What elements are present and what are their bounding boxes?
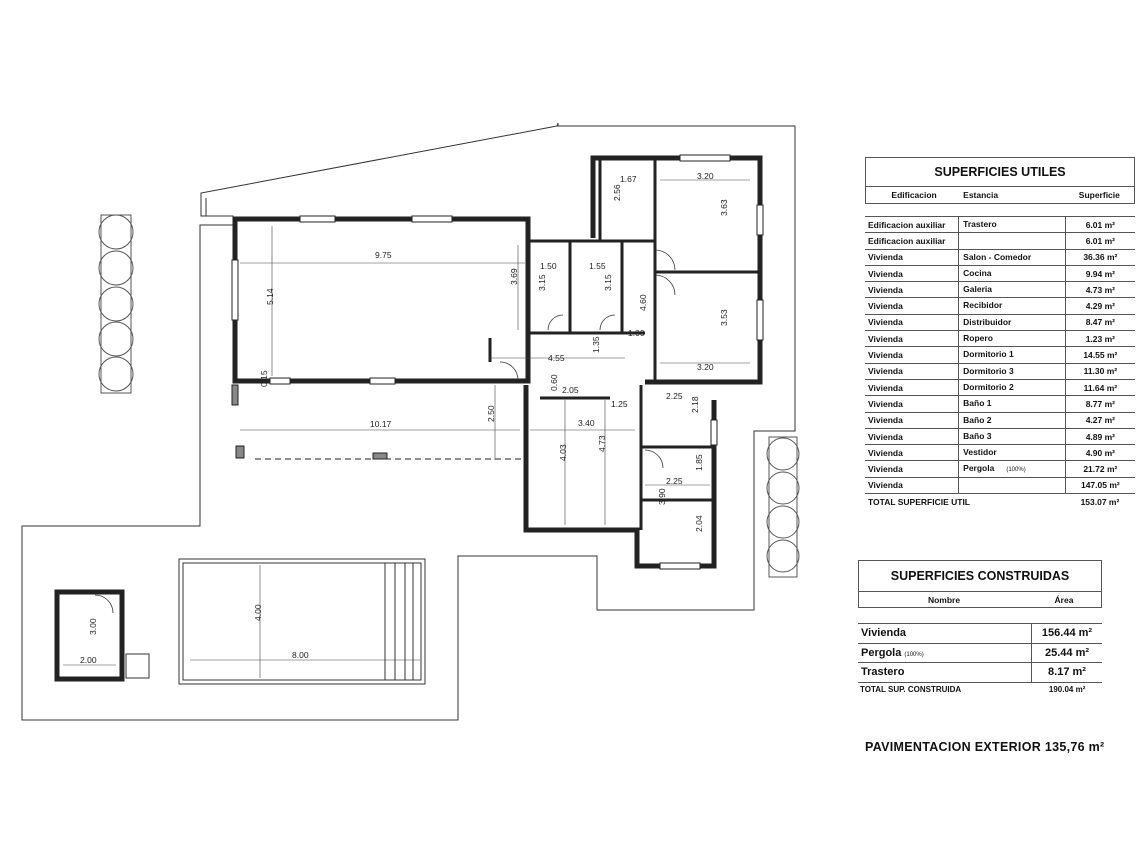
- cell-edificacion: Vivienda: [868, 268, 903, 279]
- dimension-label: 3.53: [719, 309, 729, 326]
- cell-edificacion: Vivienda: [868, 284, 903, 295]
- cell-estancia-text: Galeria: [963, 284, 992, 295]
- dimension-label: 4.03: [558, 444, 568, 461]
- tree: [99, 322, 133, 356]
- construidas-title: SUPERFICIES CONSTRUIDAS: [858, 560, 1102, 592]
- cell-estancia-text: Trastero: [963, 219, 997, 229]
- cell-superficie: 8.47 m²: [1085, 317, 1115, 328]
- cell-edificacion: Vivienda: [868, 317, 903, 328]
- tree: [767, 506, 799, 538]
- cell-estancia: [958, 396, 1066, 411]
- tree: [767, 540, 799, 572]
- cell-edificacion: Vivienda: [868, 333, 903, 344]
- dimension-label: 3.69: [509, 268, 519, 285]
- dimension-label: 2.25: [666, 476, 683, 486]
- cell-estancia-text: Cocina: [963, 267, 992, 278]
- table-row: [865, 460, 1135, 476]
- tree: [767, 472, 799, 504]
- dimension-label: 2.04: [694, 515, 704, 532]
- pergola-post: [373, 453, 387, 459]
- dimension-label: 2.18: [690, 396, 700, 413]
- dimension-label: 3.15: [537, 274, 547, 291]
- dimension-label: 1.25: [611, 399, 628, 409]
- header-estancia: Estancia: [963, 190, 999, 200]
- tree: [99, 251, 133, 285]
- window: [757, 205, 763, 235]
- tree: [767, 438, 799, 470]
- cell-estancia: [958, 429, 1066, 444]
- cell-edificacion: Vivienda: [868, 252, 903, 263]
- utiles-total-value: 153.07 m²: [1080, 496, 1120, 507]
- cell-area: 25.44 m²: [1044, 646, 1090, 659]
- planter: [769, 437, 797, 577]
- superficies-utiles-table: [865, 157, 1140, 509]
- window: [660, 563, 700, 569]
- cell-estancia: [958, 380, 1066, 395]
- cell-estancia: [958, 217, 1066, 232]
- cell-superficie: 14.55 m²: [1083, 350, 1118, 361]
- window: [270, 378, 290, 384]
- table-row: [865, 346, 1135, 362]
- dimension-label: 3.63: [719, 199, 729, 216]
- cell-estancia: [958, 347, 1066, 362]
- dimension-label: 0.60: [549, 374, 559, 391]
- cell-estancia-text: Salon - Comedor: [963, 251, 1032, 262]
- cell-edificacion: Vivienda: [868, 480, 903, 491]
- cell-estancia-text: Distribuidor: [963, 316, 1012, 327]
- cell-estancia: [958, 298, 1066, 313]
- table-row: [865, 297, 1135, 313]
- cell-superficie: 8.77 m²: [1085, 398, 1115, 409]
- cell-superficie: 4.73 m²: [1085, 284, 1115, 295]
- utiles-header-row: [865, 187, 1135, 204]
- table-row: [865, 477, 1135, 494]
- construidas-total-row: [858, 683, 1102, 697]
- dimension-label: 1.00: [628, 328, 645, 338]
- dimension-label: 3.40: [578, 418, 595, 428]
- cell-estancia-tag: (100%): [1006, 467, 1026, 474]
- table-row: [865, 412, 1135, 428]
- dimension-label: 1.67: [620, 174, 637, 184]
- door: [655, 250, 675, 270]
- window: [412, 216, 452, 222]
- cell-area: 8.17 m²: [1048, 666, 1086, 679]
- table-row: [865, 363, 1135, 379]
- table-row: [865, 395, 1135, 411]
- cell-nombre-text: Trastero: [861, 666, 905, 678]
- dimension-label: 3.15: [603, 274, 613, 291]
- cell-edificacion: Edificacion auxiliar: [868, 219, 946, 230]
- planter: [101, 215, 131, 393]
- cell-edificacion: Vivienda: [868, 447, 903, 458]
- lower-block-walls: [526, 385, 714, 566]
- cell-edificacion: Vivienda: [868, 464, 903, 475]
- dimension-label: 1.55: [589, 261, 606, 271]
- dimension-label: 2.05: [562, 385, 579, 395]
- cell-superficie: 9.94 m²: [1085, 268, 1115, 279]
- dimension-label: 2.56: [612, 184, 622, 201]
- cell-superficie: 11.64 m²: [1083, 382, 1118, 393]
- pergola-post: [232, 385, 238, 405]
- pavimentacion-exterior: PAVIMENTACION EXTERIOR 135,76 m²: [865, 740, 1105, 754]
- cell-superficie: 4.90 m²: [1085, 447, 1115, 458]
- pergola-post: [236, 446, 244, 458]
- dimension-label: 2.25: [666, 391, 683, 401]
- cell-superficie: 4.29 m²: [1085, 301, 1115, 312]
- cell-estancia-text: Baño 3: [963, 430, 992, 441]
- cell-estancia-text: Baño 1: [963, 398, 992, 409]
- dimension-label: 9.75: [375, 250, 392, 260]
- dimension-label: 0.15: [259, 370, 269, 387]
- dimension-label: 1.85: [694, 454, 704, 471]
- dimension-label: 1.50: [540, 261, 557, 271]
- utiles-rows: [865, 216, 1135, 494]
- pool: [179, 559, 425, 684]
- cell-nombre: [858, 663, 1032, 682]
- cell-estancia: [958, 445, 1066, 460]
- table-row: [865, 249, 1135, 265]
- cell-edificacion: Vivienda: [868, 415, 903, 426]
- cell-edificacion: Edificacion auxiliar: [868, 235, 946, 246]
- cell-superficie: 4.89 m²: [1085, 431, 1115, 442]
- header-edificacion: Edificacion: [891, 190, 937, 200]
- window: [680, 155, 730, 161]
- cell-estancia-text: Pergola: [963, 463, 995, 474]
- table-row: [865, 232, 1135, 248]
- cell-edificacion: Vivienda: [868, 398, 903, 409]
- table-row: [865, 428, 1135, 444]
- cell-estancia: [958, 233, 1066, 248]
- door: [600, 315, 615, 330]
- dimension-label: 3.20: [697, 171, 714, 181]
- tree: [99, 215, 133, 249]
- cell-estancia: [958, 364, 1066, 379]
- cell-estancia-text: Dormitorio 1: [963, 349, 1014, 360]
- cell-nombre: [858, 624, 1032, 643]
- header-nombre: Nombre: [927, 594, 961, 605]
- cell-nombre-text: Pergola: [861, 646, 902, 659]
- door: [95, 595, 113, 613]
- dimension-label: 4.00: [253, 604, 263, 621]
- cell-nombre-tag: (100%): [904, 651, 924, 658]
- construidas-rows: [858, 623, 1102, 683]
- utiles-total-label: TOTAL SUPERFICIE UTIL: [868, 496, 971, 507]
- dimension-label: 8.00: [292, 650, 309, 660]
- cell-edificacion: Vivienda: [868, 431, 903, 442]
- table-row: [865, 216, 1135, 232]
- cell-estancia: [958, 282, 1066, 297]
- table-row: [865, 265, 1135, 281]
- dimension-label: 2.50: [486, 405, 496, 422]
- cell-superficie: 147.05 m²: [1080, 480, 1120, 491]
- cell-edificacion: Vivienda: [868, 382, 903, 393]
- cell-estancia: [958, 461, 1066, 476]
- utiles-title: SUPERFICIES UTILES: [865, 157, 1135, 187]
- cell-nombre: [858, 644, 1032, 663]
- cell-superficie: 1.23 m²: [1085, 333, 1115, 344]
- cell-edificacion: Vivienda: [868, 350, 903, 361]
- window: [232, 260, 238, 320]
- dimension-label: 1.35: [591, 336, 601, 353]
- dimension-label: 2.00: [80, 655, 97, 665]
- tree: [99, 357, 133, 391]
- door: [645, 450, 663, 468]
- door: [655, 275, 675, 295]
- cell-estancia: [958, 331, 1066, 346]
- cell-estancia: [958, 413, 1066, 428]
- door: [500, 362, 518, 380]
- tree: [99, 287, 133, 321]
- construidas-total-value: 190.04 m²: [1048, 685, 1086, 694]
- construidas-header-row: [858, 592, 1102, 608]
- door: [548, 315, 563, 330]
- window: [300, 216, 335, 222]
- cell-estancia-text: Vestidor: [963, 447, 997, 458]
- salon-walls: [235, 219, 528, 381]
- table-row: [865, 330, 1135, 346]
- dimension-label: 3.00: [88, 618, 98, 635]
- cell-superficie: 6.01 m²: [1085, 235, 1115, 246]
- site-outline: [22, 123, 795, 720]
- cell-nombre-text: Vivienda: [861, 627, 907, 639]
- superficies-construidas-table: [858, 560, 1108, 697]
- table-row: [865, 281, 1135, 297]
- cell-estancia-text: Recibidor: [963, 300, 1003, 311]
- dimension-label: 10.17: [370, 419, 392, 429]
- cell-superficie: 36.36 m²: [1083, 252, 1118, 263]
- cell-superficie: 4.27 m²: [1085, 415, 1115, 426]
- header-area: Área: [1054, 594, 1074, 605]
- cell-estancia: [958, 478, 1066, 493]
- window: [370, 378, 395, 384]
- cell-estancia-text: Ropero: [963, 333, 993, 344]
- cell-estancia: [958, 315, 1066, 330]
- cell-estancia-text: Baño 2: [963, 414, 992, 425]
- cell-superficie: 6.01 m²: [1085, 219, 1115, 230]
- construidas-total-label: TOTAL SUP. CONSTRUIDA: [860, 685, 962, 694]
- dimension-label: 3.90: [657, 488, 667, 505]
- cell-superficie: 21.72 m²: [1083, 464, 1118, 475]
- table-row: [858, 624, 1102, 644]
- utiles-total-row: [865, 494, 1135, 509]
- table-row: [858, 663, 1102, 683]
- dimension-label: 4.60: [638, 294, 648, 311]
- dimension-label: 3.20: [697, 362, 714, 372]
- dimension-label: 4.55: [548, 353, 565, 363]
- header-superficie: Superficie: [1078, 190, 1120, 200]
- dimension-label: 5.14: [265, 288, 275, 305]
- cell-edificacion: Vivienda: [868, 366, 903, 377]
- window: [711, 420, 717, 445]
- table-row: [865, 314, 1135, 330]
- table-row: [858, 644, 1102, 664]
- trastero-step: [126, 654, 149, 678]
- table-row: [865, 444, 1135, 460]
- cell-estancia: [958, 266, 1066, 281]
- cell-superficie: 11.30 m²: [1083, 366, 1118, 377]
- cell-area: 156.44 m²: [1041, 627, 1093, 640]
- cell-estancia-text: Dormitorio 2: [963, 381, 1014, 392]
- table-row: [865, 379, 1135, 395]
- dimension-label: 4.73: [597, 435, 607, 452]
- window: [757, 300, 763, 340]
- cell-edificacion: Vivienda: [868, 301, 903, 312]
- cell-estancia: [958, 250, 1066, 265]
- cell-estancia-text: Dormitorio 3: [963, 365, 1014, 376]
